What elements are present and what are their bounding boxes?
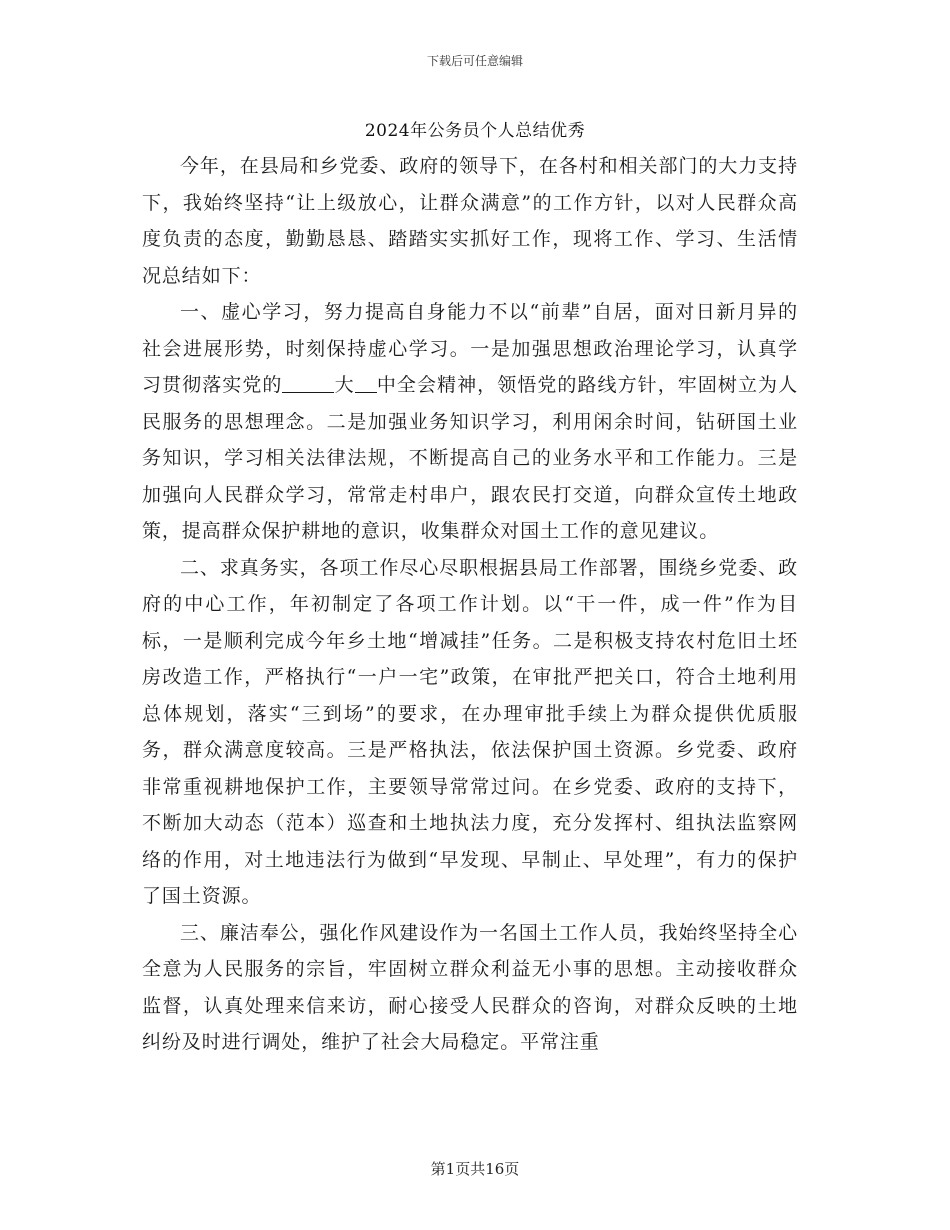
header-note: 下载后可任意编辑 <box>426 54 523 68</box>
document-body <box>142 148 798 1061</box>
paragraph-study <box>142 294 798 550</box>
paragraph-study-part-c: 中全会精神，领悟党的路线方针，牢固树立为人民服务的思想理念。二是加强业务知识学习，利用闲余时间，钻研国土业务知识，学习相关法律法规，不断提高自己的业务水平和工作能力。三是加强向人民群众学习，常常走村串户，跟农民打交道，向群众宣传土地政策，提高群众保护耕地的意识，收集群众对国土工作的意见建议。 <box>142 374 799 542</box>
paragraph-integrity: 三、廉洁奉公，强化作风建设作为一名国土工作人员，我始终坚持全心全意为人民服务的宗旨，牢固树立群众利益无小事的思想。主动接收群众监督，认真处理来信来访，耐心接受人民群众的咨询，对群众反映的土地纠纷及时进行调处，维护了社会大局稳定。平常注重 <box>142 921 798 1053</box>
document-title: 2024年公务员个人总结优秀 <box>364 121 586 141</box>
fill-blank <box>282 373 334 393</box>
paragraph-study-part-b: 大 <box>334 374 355 396</box>
fill-blank <box>355 373 377 393</box>
page-footer: 第1页共16页 <box>430 1160 520 1178</box>
paragraph-work: 二、求真务实，各项工作尽心尽职根据县局工作部署，围绕乡党委、政府的中心工作，年初制定了各项工作计划。以“干一件，成一件”作为目标，一是顺利完成今年乡土地“增减挂”任务。二是积极支持农村危旧土坯房改造工作，严格执行“一户一宅”政策，在审批严把关口，符合土地利用总体规划，落实“三到场”的要求，在办理审批手续上为群众提供优质服务，群众满意度较高。三是严格执法，依法保护国土资源。乡党委、政府非常重视耕地保护工作，主要领导常常过问。在乡党委、政府的支持下，不断加大动态（范本）巡查和土地执法力度，充分发挥村、组执法监察网络的作用，对土地违法行为做到“早发现、早制止、早处理”，有力的保护了国土资源。 <box>142 556 798 907</box>
paragraph-intro: 今年，在县局和乡党委、政府的领导下，在各村和相关部门的大力支持下，我始终坚持“让上级放心，让群众满意”的工作方针，以对人民群众高度负责的态度，勤勤恳恳、踏踏实实抓好工作，现将工作、学习、生活情况总结如下： <box>142 155 798 287</box>
paragraph-study-part-a: 一、虚心学习，努力提高自身能力不以“前辈”自居，面对日新月异的社会进展形势，时刻保持虚心学习。一是加强思想政治理论学习，认真学习贯彻落实党的 <box>142 301 798 396</box>
